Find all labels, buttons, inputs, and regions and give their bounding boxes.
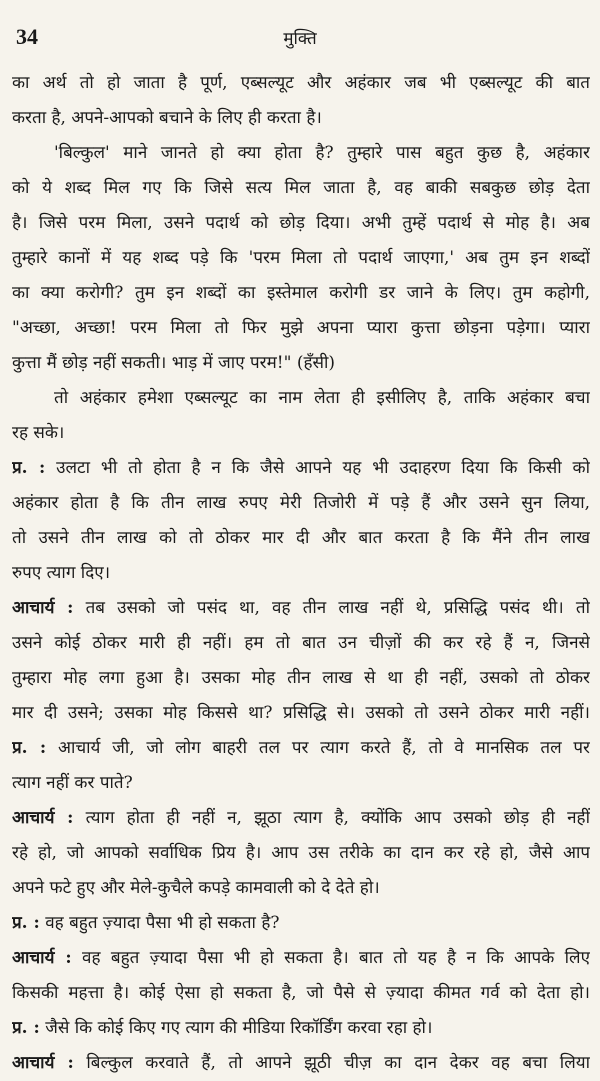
line-text: वह बहुत ज़्यादा पैसा भी हो सकता है? [45,913,280,933]
line-text: किसकी महत्ता है। कोई ऐसा हो सकता है, जो पैसे से ज़्यादा कीमत गर्व को देता हो। [12,983,590,1003]
text-line [12,731,590,766]
text-line [12,521,590,556]
body-text [12,66,590,1081]
text-line [12,486,590,521]
line-text: आचार्य जी, जो लोग बाहरी तल पर त्याग करते हैं, तो वे मानसिक तल पर [57,738,590,758]
line-text: कुत्ता मैं छोड़ नहीं सकती। भाड़ में जाए परम!" (हँसी) [12,353,336,373]
speaker-label: आचार्य : [12,1053,74,1073]
line-text: तब उसको जो पसंद था, वह तीन लाख नहीं थे, प्रसिद्धि पसंद थी। तो [85,598,590,618]
line-text: तुम्हारा मोह लगा हुआ है। उसका मोह तीन लाख से था ही नहीं, उसको तो ठोकर [12,668,590,688]
speaker-label: आचार्य : [12,598,74,618]
text-line [12,381,590,416]
speaker-label: प्र. : [12,738,47,758]
line-text: रह सके। [12,423,65,443]
speaker-label: प्र. : [12,1018,40,1038]
text-line [12,1011,590,1046]
line-text: रुपए त्याग दिए। [12,563,111,583]
line-text: तो उसने तीन लाख को तो ठोकर मार दी और बात करता है कि मैंने तीन लाख [12,528,590,548]
line-text: वह बहुत ज़्यादा पैसा भी हो सकता है। बात तो यह है न कि आपके लिए [82,948,590,968]
text-line [12,451,590,486]
text-line [12,626,590,661]
line-text: मार दी उसने; उसका मोह किससे था? प्रसिद्धि से। उसको तो उसने ठोकर मारी नहीं। [12,703,590,723]
line-text: त्याग नहीं कर पाते? [12,773,133,793]
line-text: को ये शब्द मिल गए कि जिसे सत्य मिल जाता है, वह बाकी सबकुछ छोड़ देता [12,178,590,198]
speaker-label: आचार्य : [12,808,74,828]
speaker-label: प्र. : [12,458,46,478]
text-line [12,766,590,801]
line-text: करता है, अपने-आपको बचाने के लिए ही करता है। [12,108,322,128]
line-text: रहे हो, जो आपको सर्वाधिक प्रिय है। आप उस तरीके का दान कर रहे हो, जैसे आप [12,843,590,863]
text-line [12,311,590,346]
text-line [12,171,590,206]
line-text: का क्या करोगी? तुम इन शब्दों का इस्तेमाल करोगी डर जाने के लिए। तुम कहोगी, [12,283,590,303]
line-text: तो अहंकार हमेशा एब्सल्यूट का नाम लेता ही इसीलिए है, ताकि अहंकार बचा [54,388,590,408]
text-line [12,1046,590,1081]
text-line [12,906,590,941]
text-line [12,976,590,1011]
text-line [12,136,590,171]
line-text: है। जिसे परम मिला, उसने पदार्थ को छोड़ दिया। अभी तुम्हें पदार्थ से मोह है। अब [12,213,590,233]
line-text: का अर्थ तो हो जाता है पूर्ण, एब्सल्यूट और अहंकार जब भी एब्सल्यूट की बात [12,73,590,93]
text-line [12,661,590,696]
text-line [12,591,590,626]
text-line [12,416,590,451]
line-text: जैसे कि कोई किए गए त्याग की मीडिया रिकॉर्डिंग करवा रहा हो। [45,1018,433,1038]
speaker-label: आचार्य : [12,948,72,968]
line-text: अहंकार होता है कि तीन लाख रुपए मेरी तिजोरी में पड़े हैं और उसने सुन लिया, [12,493,590,513]
text-line [12,346,590,381]
line-text: बिल्कुल करवाते हैं, तो आपने झूठी चीज़ का दान देकर वह बचा लिया [86,1053,590,1073]
text-line [12,101,590,136]
line-text: उलटा भी तो होता है न कि जैसे आपने यह भी उदाहरण दिया कि किसी को [56,458,590,478]
text-line [12,206,590,241]
text-line [12,276,590,311]
line-text: "अच्छा, अच्छा! परम मिला तो फिर मुझे अपना प्यारा कुत्ता छोड़ना पड़ेगा। प्यारा [12,318,590,338]
text-line [12,556,590,591]
text-line [12,241,590,276]
line-text: 'बिल्कुल' माने जानते हो क्या होता है? तुम्हारे पास बहुत कुछ है, अहंकार [54,143,590,163]
text-line [12,696,590,731]
line-text: अपने फटे हुए और मेले-कुचैले कपड़े कामवाली को दे देते हो। [12,878,380,898]
line-text: तुम्हारे कानों में यह शब्द पड़े कि 'परम मिला तो पदार्थ जाएगा,' अब तुम इन शब्दों [12,248,590,268]
text-line [12,66,590,101]
running-head: मुक्ति [283,29,317,49]
text-line [12,801,590,836]
text-line [12,941,590,976]
text-line [12,871,590,906]
text-line [12,836,590,871]
line-text: त्याग होता ही नहीं न, झूठा त्याग है, क्योंकि आप उसको छोड़ ही नहीं [85,808,590,828]
page-number: 34 [16,24,38,49]
speaker-label: प्र. : [12,913,40,933]
line-text: उसने कोई ठोकर मारी ही नहीं। हम तो बात उन चीज़ों की कर रहे हैं न, जिनसे [12,633,590,653]
